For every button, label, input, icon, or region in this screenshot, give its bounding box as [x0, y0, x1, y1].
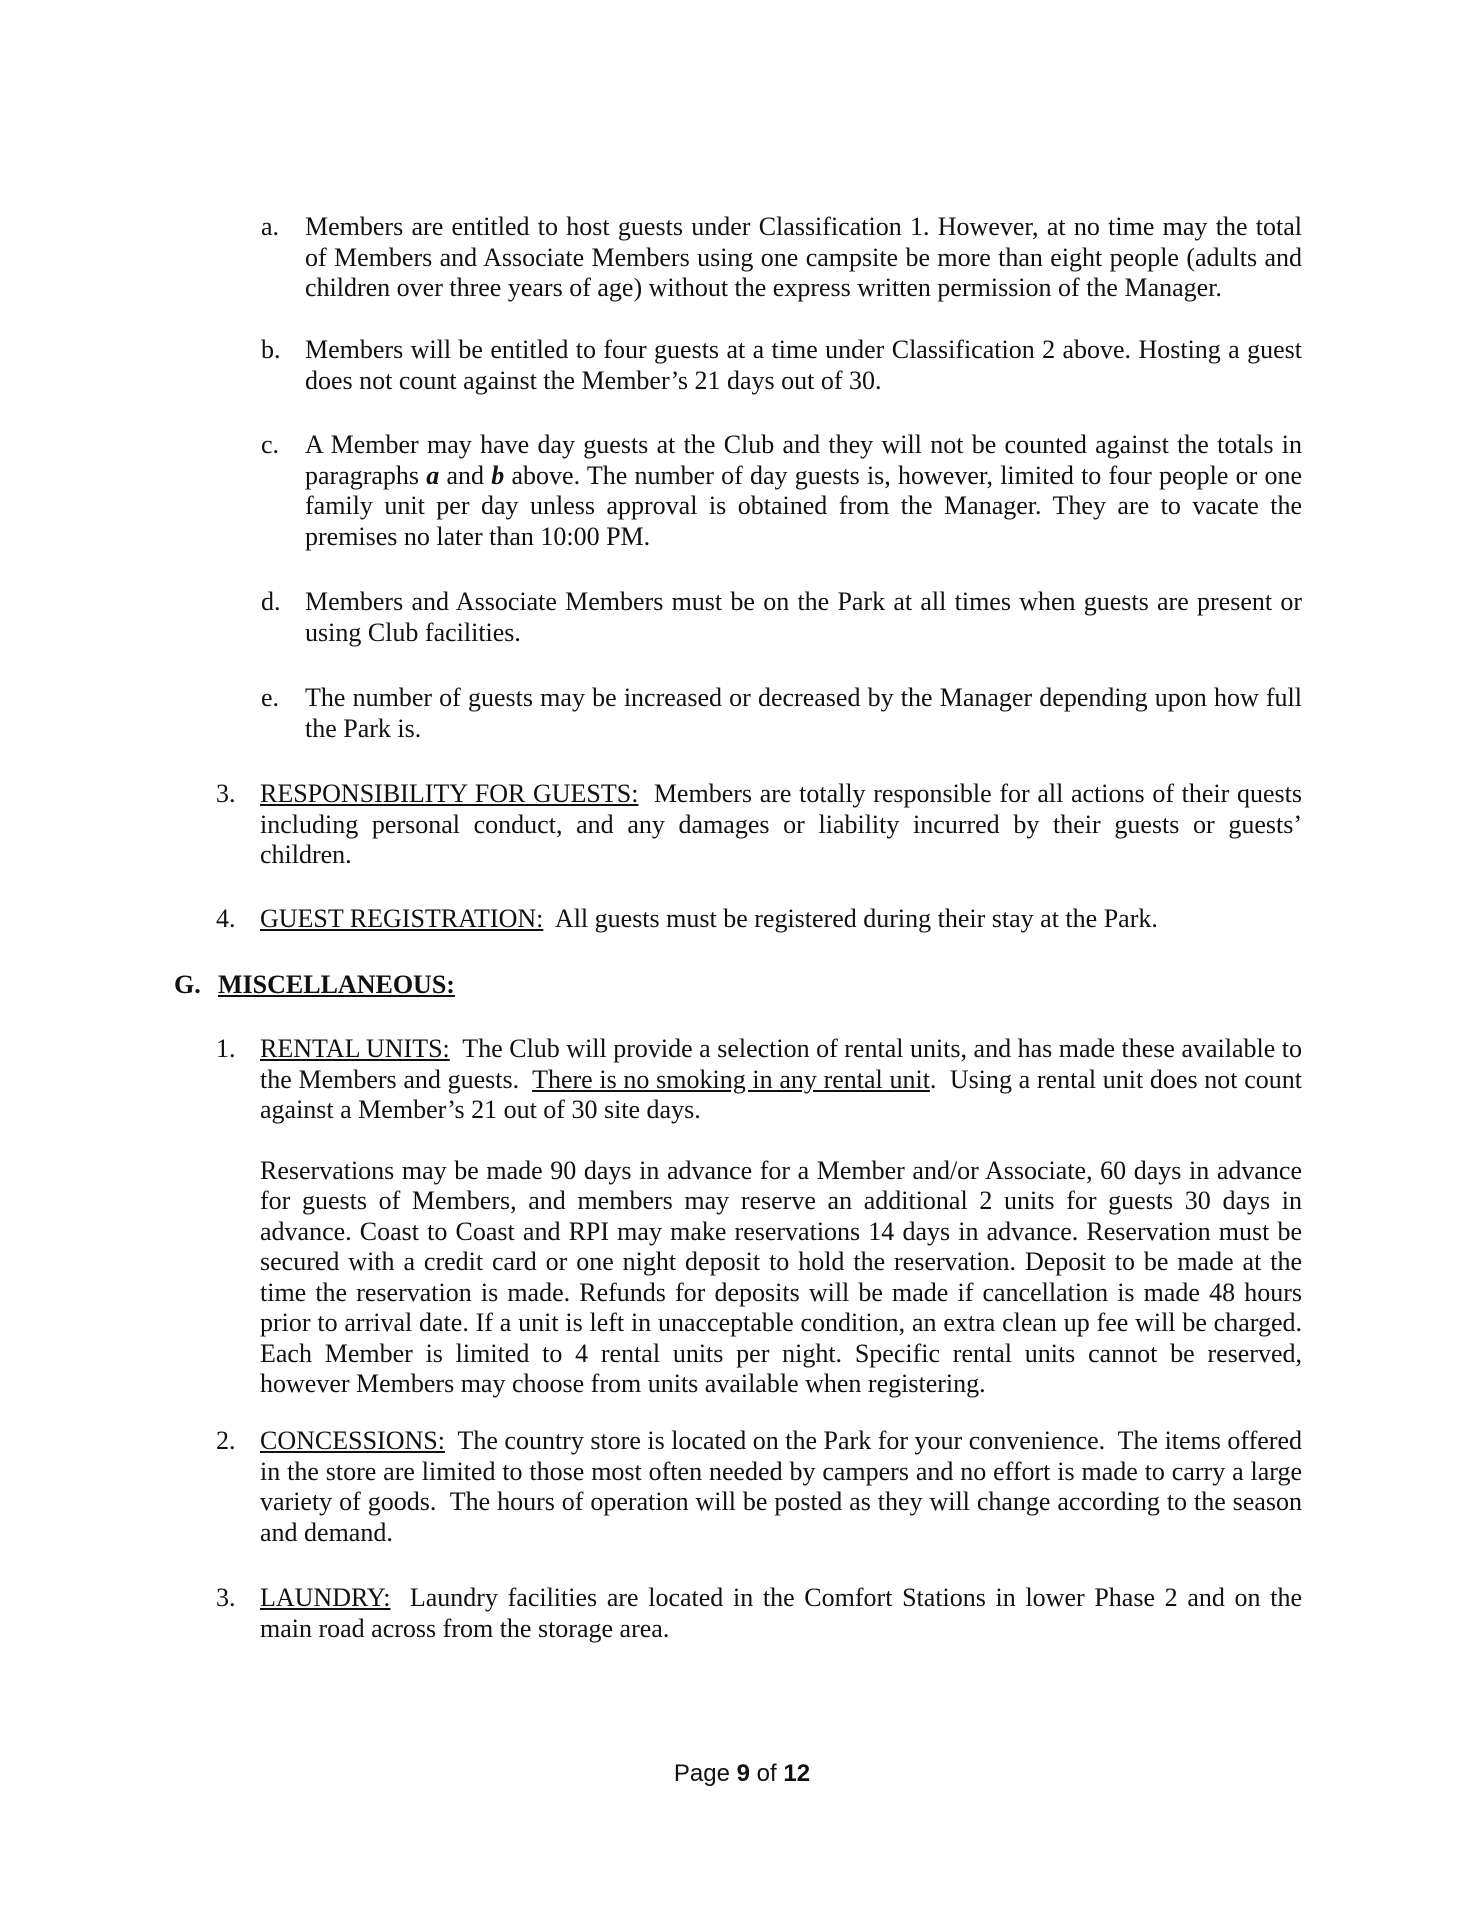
footer-middle: of	[750, 1760, 784, 1787]
section-heading-g	[174, 970, 455, 1001]
item-label: CONCESSIONS:	[260, 1426, 445, 1455]
list-marker: 3.	[216, 779, 236, 808]
list-marker: b.	[261, 335, 281, 364]
item-label: LAUNDRY:	[260, 1583, 391, 1612]
text-run: The Club will provide a selection of rental units, and has made these available to the Members and guests.	[260, 1034, 1309, 1094]
list-item-text: Members will be entitled to four guests at a time under Classification 2 above. Hosting a guest does not count against the Member’s 21 days out of 30.	[305, 335, 1302, 395]
text-run: Laundry facilities are located in the Comfort Stations in lower Phase 2 and on the main road across from the storage area.	[260, 1583, 1309, 1643]
list-marker: a.	[261, 212, 280, 241]
guest-registration	[216, 904, 1302, 935]
emphasis-a: a	[426, 460, 440, 490]
total-page-count: 12	[783, 1760, 811, 1787]
list-item-text	[260, 1583, 1309, 1644]
list-item-e	[261, 683, 1302, 744]
concessions	[216, 1426, 1309, 1548]
list-item-body	[260, 1034, 1309, 1400]
text-run: The country store is located on the Park for your convenience. The items offered in the store are limited to those most often needed by campers and no effort is made to carry a large variety of goods. The hours of operation will be posted as they will change according to the season and demand.	[260, 1426, 1309, 1547]
text-run: All guests must be registered during their stay at the Park.	[543, 904, 1158, 933]
section-letter: G.	[174, 970, 201, 999]
list-item-text	[260, 779, 1309, 871]
page-number-footer	[0, 1760, 1484, 1788]
list-item-text	[260, 1034, 1309, 1126]
item-label: GUEST REGISTRATION:	[260, 904, 544, 933]
reservations-paragraph: Reservations may be made 90 days in advance for a Member and/or Associate, 60 days in advance for guests of Members, and members may reserve an additional 2 units for guests 30 days in advance. Coast to Coast and RPI may make reservations 14 days in advance. Reservation must be secured with a credit card or one night deposit to hold the reservation. Deposit to be made at the time the reservation is made. Refunds for deposits will be made if cancellation is made 48 hours prior to arrival date. If a unit is left in unacceptable condition, an extra clean up fee will be charged. Each Member is limited to 4 rental units per night. Specific rental units cannot be reserved, however Members may choose from units available when registering.	[260, 1155, 1302, 1398]
responsibility-for-guests	[216, 779, 1309, 871]
text-run: A Member may have day guests at the Club and they will not be counted against the totals in paragraphs	[305, 430, 1302, 490]
item-label: RESPONSIBILITY FOR GUESTS:	[260, 779, 639, 808]
list-item-text: The number of guests may be increased or decreased by the Manager depending upon how full the Park is.	[305, 683, 1302, 743]
list-item-text	[305, 430, 1302, 552]
text-run: above. The number of day guests is, however, limited to four people or one family unit per day unless approval is obtained from the Manager. They are to vacate the premises no later than 10:00 PM.	[305, 460, 1302, 551]
list-marker: 3.	[216, 1583, 236, 1612]
list-item-b	[261, 335, 1302, 396]
text-run: . Using a rental unit does not count against a Member’s 21 out of 30 site days.	[260, 1064, 1309, 1124]
list-item-text	[260, 1426, 1309, 1548]
list-item-text: Members and Associate Members must be on the Park at all times when guests are present or using Club facilities.	[305, 587, 1302, 647]
list-marker: d.	[261, 587, 281, 616]
list-item-a	[261, 212, 1302, 304]
list-item-c	[261, 430, 1302, 552]
list-marker: e.	[261, 683, 280, 712]
list-item-text: Members are entitled to host guests under Classification 1. However, at no time may the total of Members and Associate Members using one campsite be more than eight people (adults and children over three years of age) without the express written permission of the Manager.	[305, 212, 1302, 302]
list-item-d	[261, 587, 1302, 648]
list-item-text	[260, 904, 1302, 935]
rental-units	[216, 1034, 1309, 1400]
text-run: and	[439, 460, 492, 490]
list-marker: c.	[261, 430, 280, 459]
footer-prefix: Page	[673, 1760, 737, 1787]
text-run: Members are totally responsible for all actions of their quests including personal conduct, and any damages or liability incurred by their guests or guests’ children.	[260, 779, 1309, 869]
no-smoking-notice: There is no smoking in any rental unit	[532, 1064, 930, 1094]
list-marker: 4.	[216, 904, 236, 933]
current-page-number: 9	[736, 1760, 750, 1787]
laundry	[216, 1583, 1309, 1644]
emphasis-b: b	[491, 460, 505, 490]
item-label: RENTAL UNITS:	[260, 1034, 450, 1063]
list-marker: 1.	[216, 1034, 236, 1063]
list-marker: 2.	[216, 1426, 236, 1455]
section-title: MISCELLANEOUS:	[218, 970, 455, 999]
